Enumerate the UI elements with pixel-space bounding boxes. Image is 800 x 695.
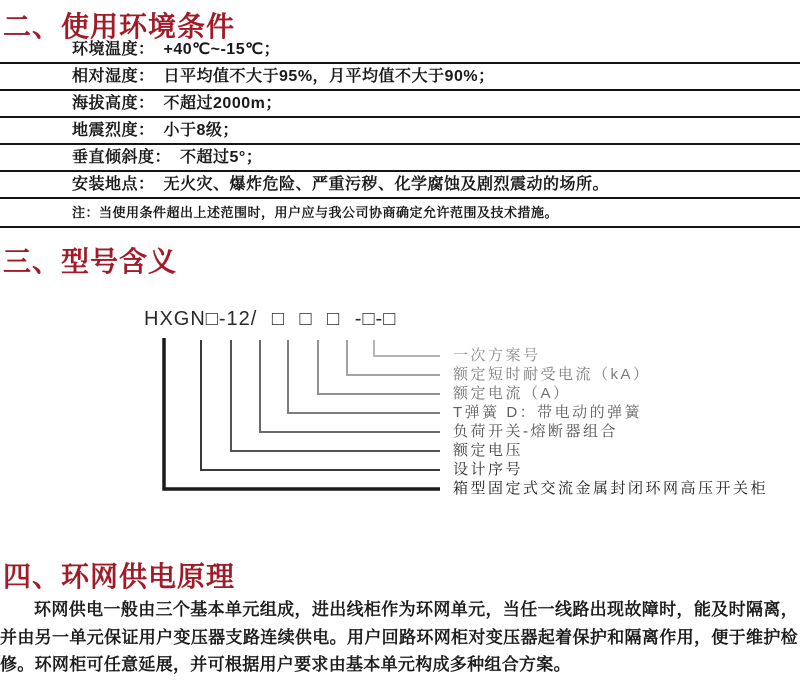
- diagram-label-rated-voltage: 额定电压: [453, 442, 524, 459]
- condition-value: 无火灾、爆炸危险、严重污秽、化学腐蚀及剧烈震动的场所。: [163, 176, 610, 193]
- condition-value: 日平均值不大于95%，月平均值不大于90%；: [163, 68, 495, 85]
- usage-conditions-table: [0, 38, 800, 228]
- diagram-label-cabinet-type: 箱型固定式交流金属封闭环网高压开关柜: [453, 480, 769, 497]
- table-row: [0, 64, 800, 91]
- condition-label: 环境温度：: [72, 41, 155, 58]
- condition-label: 海拔高度：: [72, 95, 155, 112]
- diagram-label-spring-type: T弹簧 D：带电动的弹簧: [453, 404, 643, 421]
- diagram-label-withstand-current: 额定短时耐受电流（kA）: [453, 366, 651, 383]
- diagram-label-rated-current: 额定电流（A）: [453, 385, 571, 402]
- diagram-label-switch-fuse: 负荷开关-熔断器组合: [453, 423, 618, 440]
- ring-principle-paragraph: 环网供电一般由三个基本单元组成，进出线柜作为环网单元，当任一线路出现故障时，能及时隔离，并由另一单元保证用户变压器支路连续供电。用户回路环网柜对变压器起着保护和隔离作用，便于维护检修。环网柜可任意延展，并可根据用户要求由基本单元构成多种组合方案。: [0, 600, 798, 674]
- diagram-label-scheme-number: 一次方案号: [453, 347, 541, 364]
- diagram-label-design-serial: 设计序号: [453, 461, 524, 478]
- table-row: [0, 118, 800, 145]
- condition-value: 不超过2000m；: [163, 95, 282, 112]
- usage-note: 注：当使用条件超出上述范围时，用户应与我公司协商确定允许范围及技术措施。: [0, 199, 800, 228]
- condition-value: 小于8级；: [163, 122, 239, 139]
- table-row: [0, 91, 800, 118]
- model-meaning-diagram: [0, 300, 800, 550]
- section-usage-title: 二、使用环境条件: [3, 11, 236, 42]
- table-row: [0, 145, 800, 172]
- condition-value: 不超过5°；: [180, 149, 263, 166]
- table-row: [0, 38, 800, 64]
- model-code: HXGN□-12/ □ □ □ -□-□: [144, 308, 397, 330]
- condition-label: 安装地点：: [72, 176, 155, 193]
- section-model-title: 三、型号含义: [3, 246, 178, 277]
- condition-label: 相对湿度：: [72, 68, 155, 85]
- section-ring-title: 四、环网供电原理: [3, 561, 236, 592]
- table-row: [0, 172, 800, 199]
- condition-value: +40℃~-15℃；: [163, 41, 281, 58]
- condition-label: 垂直倾斜度：: [72, 149, 172, 166]
- condition-label: 地震烈度：: [72, 122, 155, 139]
- model-diagram-lines: [0, 300, 800, 550]
